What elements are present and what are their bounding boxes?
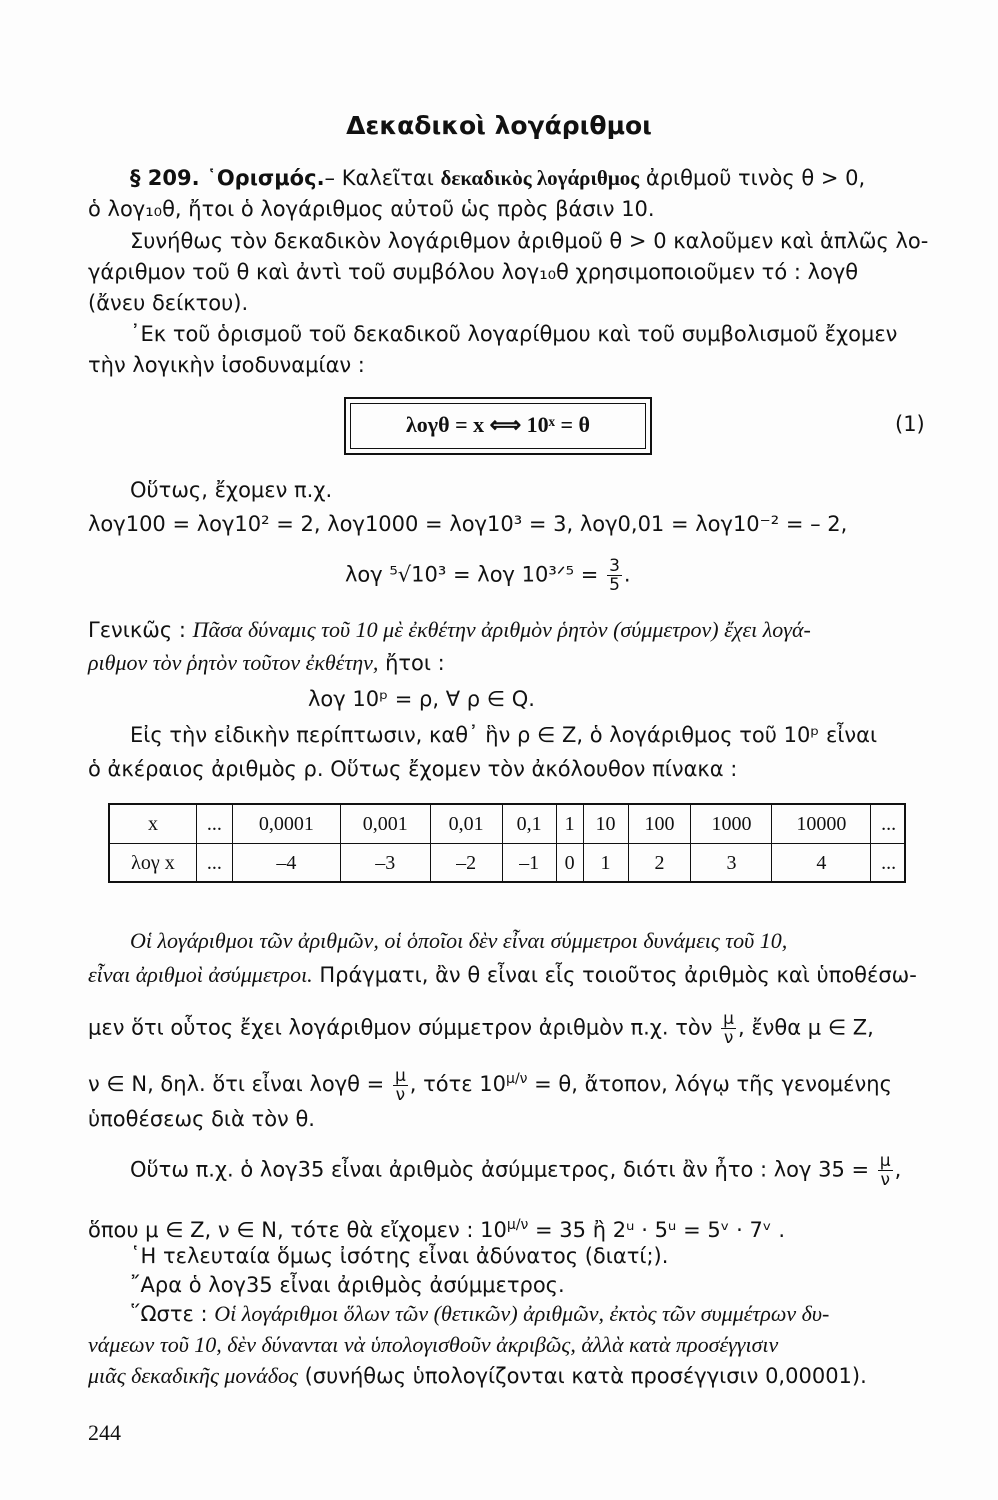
table-cell: –3 [340, 844, 430, 883]
fraction-numerator: μ [879, 1151, 891, 1171]
table-row-log [110, 844, 906, 883]
irrational-text-mid: , τότε 10 [409, 1072, 507, 1096]
definition-line-2: ὁ λογ₁₀θ, ἤτοι ὁ λογάριθμος αὐτοῦ ὡς πρὸς βάσιν 10. [88, 197, 655, 221]
page-title: Δεκαδικοὶ λογάριθμοι [346, 111, 652, 140]
fraction-numerator: μ [394, 1065, 406, 1086]
general-statement-1: Πᾶσα δύναμις τοῦ 10 μὲ ἐκθέτην ἀριθμὸν ῥητὸν (σύμμετρον) ἔχει λογά- [192, 617, 811, 642]
log-table [110, 805, 906, 882]
fraction-numerator: 3 [609, 556, 620, 576]
special-line-2: ὁ ἀκέραιος ἀριθμὸς ρ. Οὕτως ἔχομεν τὸν ἀκόλουθον πίνακα : [88, 757, 738, 781]
exponent: μ/ν [506, 1217, 529, 1233]
irrational-text-left: ν ∈ N, δηλ. ὅτι εἶναι λογθ = [88, 1072, 385, 1096]
general-formula: λογ 10ᵖ = ρ, ∀ ρ ∈ Q. [308, 687, 535, 711]
table-cell: 10 [583, 805, 628, 844]
conclusion-statement-1: Οἱ λογάριθμοι ὅλων τῶν (θετικῶν) ἀριθμῶν, ἐκτὸς τῶν συμμέτρων δυ- [214, 1301, 830, 1326]
boxed-formula: λογθ = x ⟺ 10ˣ = θ [350, 403, 646, 449]
para2-line-3: (ἄνευ δείκτου). [88, 291, 249, 315]
para2-line-1: Συνήθως τὸν δεκαδικὸν λογάριθμον ἀριθμοῦ θ > 0 καλοῦμεν καὶ ἁπλῶς λο- [130, 229, 929, 253]
para2-line-2: γάριθμον τοῦ θ καὶ ἀντὶ τοῦ συμβόλου λογ₁₀θ χρησιμοποιοῦμεν τό : λογθ [88, 260, 859, 284]
fraction-denominator: ν [723, 1028, 734, 1048]
general-line-1 [88, 617, 940, 643]
irrational-line-5: ὑποθέσεως διὰ τὸν θ. [88, 1107, 315, 1131]
irrational-statement-1: Οἱ λογάριθμοι τῶν ἀριθμῶν, οἱ ὁποῖοι δὲν εἶναι σύμμετροι δυνάμεις τοῦ 10, [130, 928, 788, 953]
table-cell: 1 [556, 805, 583, 844]
example35-line-3: ῾Η τελευταία ὅμως ἰσότης εἶναι ἀδύνατος (διατί;). [130, 1244, 669, 1268]
irrational-line-3 [88, 1010, 940, 1047]
conclusion-line-3 [88, 1363, 940, 1389]
definition-text: – Καλεῖται [324, 166, 434, 190]
example35-text-left: ὅπου μ ∈ Z, ν ∈ N, τότε θὰ εἴχομεν : 10 [88, 1218, 507, 1242]
table-cell: x [110, 805, 196, 844]
page-number: 244 [88, 1420, 121, 1445]
special-line-1: Εἰς τὴν εἰδικὴν περίπτωσιν, καθ᾿ ἣν ρ ∈ Z, ὁ λογάριθμος τοῦ 10ᵖ εἶναι [130, 723, 878, 747]
table-cell: 0,01 [430, 805, 502, 844]
period: . [623, 562, 631, 587]
table-cell: 100 [628, 805, 691, 844]
examples-intro: Οὕτως, ἔχομεν π.χ. [130, 478, 333, 502]
table-cell: 0 [556, 844, 583, 883]
table-cell: –4 [232, 844, 340, 883]
irrational-text-left: μεν ὅτι οὗτος ἔχει λογάριθμον σύμμετρον ἀριθμὸν π.χ. τὸν [88, 1015, 713, 1040]
definition-line-1 [88, 165, 940, 191]
example35-line-4: ῎Αρα ὁ λογ35 εἶναι ἀριθμὸς ἀσύμμετρος. [130, 1273, 565, 1297]
irrational-line-2 [88, 962, 940, 988]
irrational-line-1 [88, 928, 982, 954]
general-label: Γενικῶς : [88, 618, 186, 642]
table-cell: 0,1 [502, 805, 556, 844]
example35-text: Οὕτω π.χ. ὁ λογ35 εἶναι ἀριθμὸς ἀσύμμετρος, διότι ἂν ἦτο : λογ 35 = [130, 1157, 870, 1182]
conclusion-statement-3: μιᾶς δεκαδικῆς μονάδος [88, 1363, 298, 1388]
table-row-x [110, 805, 906, 844]
table-cell: ... [871, 805, 906, 844]
general-line-2 [88, 650, 940, 676]
exponent: μ/ν [506, 1071, 528, 1087]
conclusion-line-1 [88, 1301, 982, 1327]
irrational-text-right: = θ, ἄτοπον, λόγῳ τῆς γενομένης [527, 1072, 892, 1096]
boxed-formula-frame [344, 397, 652, 455]
section-number: § 209. [130, 166, 200, 190]
comma: , [894, 1157, 902, 1182]
conclusion-line-2 [88, 1332, 940, 1358]
para3-line-1: ᾿Εκ τοῦ ὁρισμοῦ τοῦ δεκαδικοῦ λογαρίθμου καὶ τοῦ συμβολισμοῦ ἔχομεν [130, 322, 898, 346]
examples-line-2 [345, 557, 745, 594]
defined-term: δεκαδικὸς λογάριθμος [440, 166, 640, 190]
table-cell: ... [196, 844, 232, 883]
fraction-numerator: μ [723, 1009, 734, 1029]
fraction-denominator: 5 [609, 575, 620, 595]
table-cell: 1000 [691, 805, 772, 844]
conclusion-statement-2: νάμεων τοῦ 10, δὲν δύνανται νὰ ὑπολογισθοῦν ἀκριβῶς, ἀλλὰ κατὰ προσέγγισιν [88, 1332, 779, 1357]
table-cell: 4 [772, 844, 871, 883]
section-heading: ῾Ορισμός. [206, 166, 325, 190]
formula-label: (1) [895, 412, 925, 436]
table-cell: ... [871, 844, 906, 883]
fraction-mu-nu [721, 1010, 736, 1047]
table-cell: –2 [430, 844, 502, 883]
example35-text-right: = 35 ἢ 2ᵘ · 5ᵘ = 5ᵛ · 7ᵛ . [528, 1218, 785, 1242]
fraction-three-fifths [607, 557, 622, 594]
irrational-text-right: , ἔνθα μ ∈ Z, [737, 1015, 874, 1040]
fraction-denominator: ν [880, 1170, 890, 1190]
irrational-line-4 [88, 1066, 940, 1104]
table-cell: λογ x [131, 851, 175, 874]
table-cell: 0,001 [340, 805, 430, 844]
table-cell: 0,0001 [232, 805, 340, 844]
table-cell: –1 [502, 844, 556, 883]
para3-line-2: τὴν λογικὴν ἰσοδυναμίαν : [88, 353, 365, 377]
radical-expression: λογ ⁵√10³ = λογ 10³ᐟ⁵ = [345, 562, 599, 587]
fraction-mu-nu [878, 1152, 893, 1189]
examples-line-1: λογ100 = λογ10² = 2, λογ1000 = λογ10³ = 3, λογ0,01 = λογ10⁻² = – 2, [88, 512, 848, 536]
fraction-denominator: ν [395, 1084, 406, 1105]
irrational-statement-2: εἶναι ἀριθμοὶ ἀσύμμετροι. [88, 962, 313, 987]
conclusion-label: ῞Ωστε : [130, 1302, 208, 1326]
table-cell: ... [196, 805, 232, 844]
irrational-text: Πράγματι, ἂν θ εἶναι εἷς τοιοῦτος ἀριθμὸς καὶ ὑποθέσω- [319, 963, 917, 987]
example35-line-1 [88, 1152, 982, 1189]
general-statement-2: ριθμον τὸν ῥητὸν τοῦτον ἐκθέτην, [88, 650, 379, 675]
general-after: ἤτοι : [385, 651, 445, 675]
table-cell: 3 [691, 844, 772, 883]
example35-line-2 [88, 1212, 940, 1243]
conclusion-after: (συνήθως ὑπολογίζονται κατὰ προσέγγισιν 0,00001). [304, 1364, 867, 1388]
table-cell: 2 [628, 844, 691, 883]
table-cell: 1 [583, 844, 628, 883]
definition-text-end: ἀριθμοῦ τινὸς θ > 0, [645, 166, 866, 190]
table-cell: 10000 [772, 805, 871, 844]
fraction-mu-nu [393, 1067, 408, 1104]
